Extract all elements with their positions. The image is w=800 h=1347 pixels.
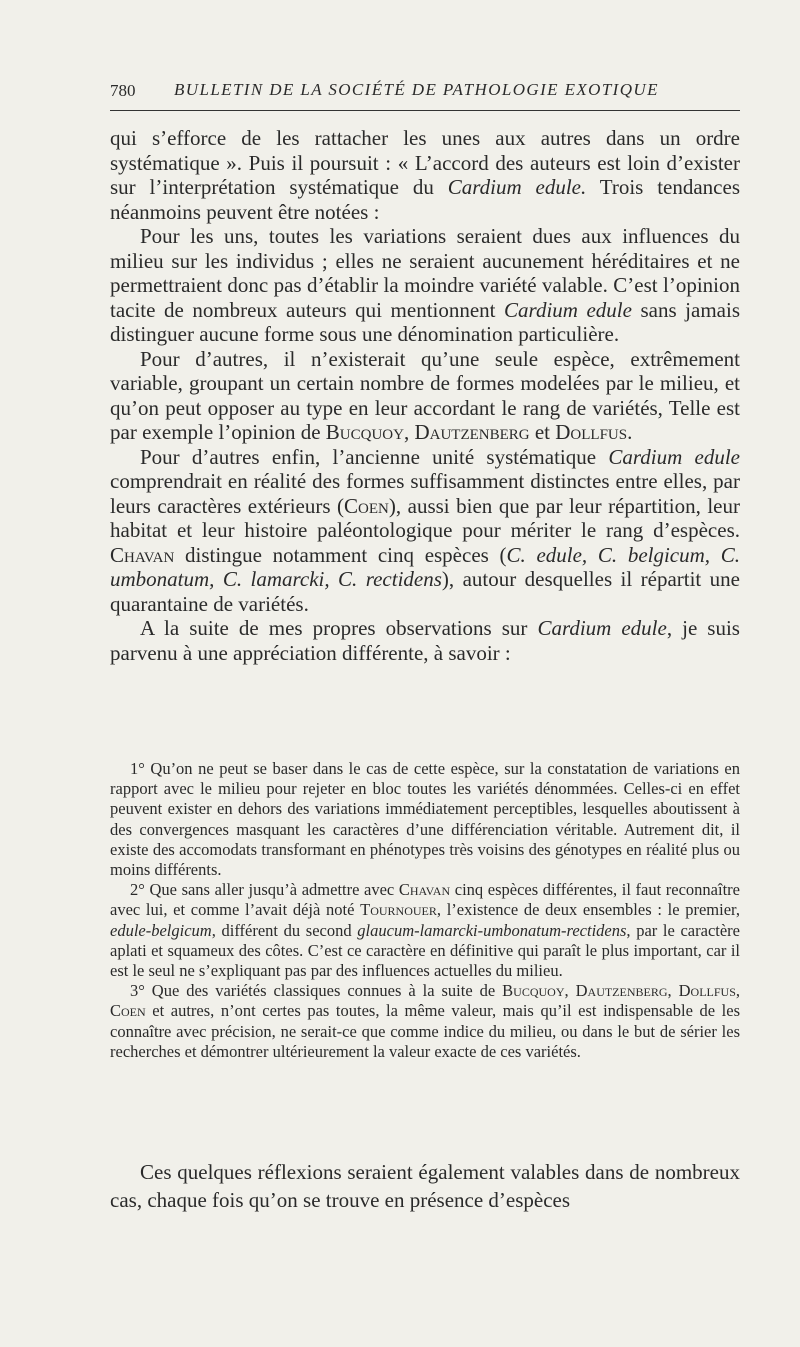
author-name: Coen (110, 1001, 146, 1021)
species-name: Cardium edule. (447, 175, 587, 199)
text-run: Trois tendances néanmoins peuvent être notées : (110, 175, 740, 224)
author-name: Dautzenberg (414, 420, 530, 444)
paragraph-4 (110, 445, 740, 617)
observation-3 (110, 981, 740, 1062)
author-name: Dollfus (678, 981, 736, 1001)
text-run: et (529, 420, 556, 444)
author-name: Tournouer (360, 900, 437, 920)
paragraph-2 (110, 224, 740, 347)
numbered-observations (110, 759, 740, 1062)
author-name: Dautzenberg (575, 981, 668, 1001)
author-name: Coen (344, 493, 389, 518)
paragraph-1 (110, 126, 740, 224)
paragraph-5 (110, 616, 740, 665)
running-title: BULLETIN DE LA SOCIÉTÉ DE PATHOLOGIE EXOTIQUE (174, 80, 659, 99)
text-run: 3° Que des variétés classiques connues à la suite de (130, 981, 503, 1001)
text-run: , (403, 420, 415, 444)
page-number: 780 (110, 81, 136, 100)
text-run: qui s’efforce de les rattacher les unes aux autres dans un ordre systématique ». Puis il poursuit : « L’accord des auteurs est loin d’exister sur l’interprétation systématique du (110, 126, 740, 199)
text-run: , (667, 981, 679, 1001)
text-run: Pour les uns, toutes les variations seraient dues aux influences du milieu sur les individus ; elles ne seraient aucunement héréditaires et ne permettraient donc pas d’établir la moindre variété valable. C’est l’opinion tacite de nombreux auteurs qui mentionnent (110, 224, 740, 322)
text-run: , (735, 981, 741, 1001)
author-name: Bucquoy (325, 420, 404, 444)
paragraph-6 (110, 1158, 740, 1214)
text-run: ), autour desquelles il répartit une quarantaine de variétés. (110, 567, 740, 616)
text-run: , par le caractère aplati et squameux des côtes. C’est ce caractère en définitive qui paraît le plus important, car il est le seul ne s’expliquant pas par des influences actuelles du milieu. (110, 920, 740, 981)
text-run: Pour d’autres enfin, l’ancienne unité systématique (140, 444, 609, 469)
species-list: C. edule, C. belgicum, C. umbonatum, C. lamarcki, C. rectidens (110, 542, 740, 591)
text-run: sans jamais distinguer aucune forme sous une dénomination particulière. (110, 297, 740, 346)
text-run: Ces quelques réflexions seraient également valables dans de nombreux cas, chaque fois qu’on se trouve en présence d’espèces (110, 1160, 740, 1212)
observation-1 (110, 759, 740, 880)
author-name: Chavan (398, 880, 451, 900)
author-name: Chavan (110, 542, 175, 567)
text-run: comprendrait en réalité des formes suffisamment distinctes entre elles, par leurs caractères extérieurs ( (110, 469, 740, 518)
text-run: distingue notamment cinq espèces ( (174, 542, 507, 567)
author-name: Bucquoy (502, 981, 565, 1001)
text-run: 1° Qu’on ne peut se baser dans le cas de cette espèce, sur la constatation de variations en rapport avec le milieu pour rejeter en bloc toutes les variétés dénommées. Celles-ci en effet peuvent exister en dehors des variations immédiatement perceptibles, lesquelles aboutissent à des convergences masquant les caractères d’une différenciation véritable. Autrement dit, il existe des accomodats transformant en phénotypes très voisins des génotypes en réalité plus ou moins différents. (110, 759, 740, 880)
text-run: cinq espèces différentes, il faut reconnaître avec lui, et comme l’avait déjà noté (110, 880, 740, 920)
paragraph-3 (110, 347, 740, 445)
author-name: Dollfus (555, 420, 628, 444)
text-run: , je suis parvenu à une appréciation différente, à savoir : (110, 616, 740, 665)
species-name: Cardium edule (608, 444, 740, 469)
species-group: edule-belgicum (110, 920, 212, 940)
text-run: , l’existence de deux ensembles : le premier, (436, 900, 740, 920)
text-run: et autres, n’ont certes pas toutes, la même valeur, mais qu’il est indispensable de les connaître avec précision, ne serait-ce que comme indice du milieu, ou dans le but de sérier les recherches et démontrer ultérieurement la valeur exacte de ces variétés. (110, 1001, 740, 1061)
species-group: glaucum-lamarcki-umbonatum-rectidens (357, 920, 627, 940)
observation-2 (110, 880, 740, 981)
text-run: Pour d’autres, il n’existerait qu’une seule espèce, extrêmement variable, groupant un certain nombre de formes modelées par le milieu, et qu’on peut opposer au type en leur accordant le rang de variétés, Telle est par exemple l’opinion de (110, 346, 740, 444)
text-run: 2° Que sans aller jusqu’à admettre avec (130, 880, 399, 900)
text-run: ), aussi bien que par leur répartition, leur habitat et leur histoire paléontologique pour mériter le rang d’espèces. (110, 493, 740, 542)
text-run: . (627, 420, 633, 444)
page-header (110, 80, 740, 111)
body-text (110, 126, 740, 665)
closing-paragraph (110, 1158, 740, 1214)
text-run: , (564, 981, 576, 1001)
text-run: , différent du second (211, 920, 358, 940)
text-run: A la suite de mes propres observations sur (140, 616, 538, 640)
species-name: Cardium edule (504, 297, 632, 322)
species-name: Cardium edule (537, 616, 667, 640)
